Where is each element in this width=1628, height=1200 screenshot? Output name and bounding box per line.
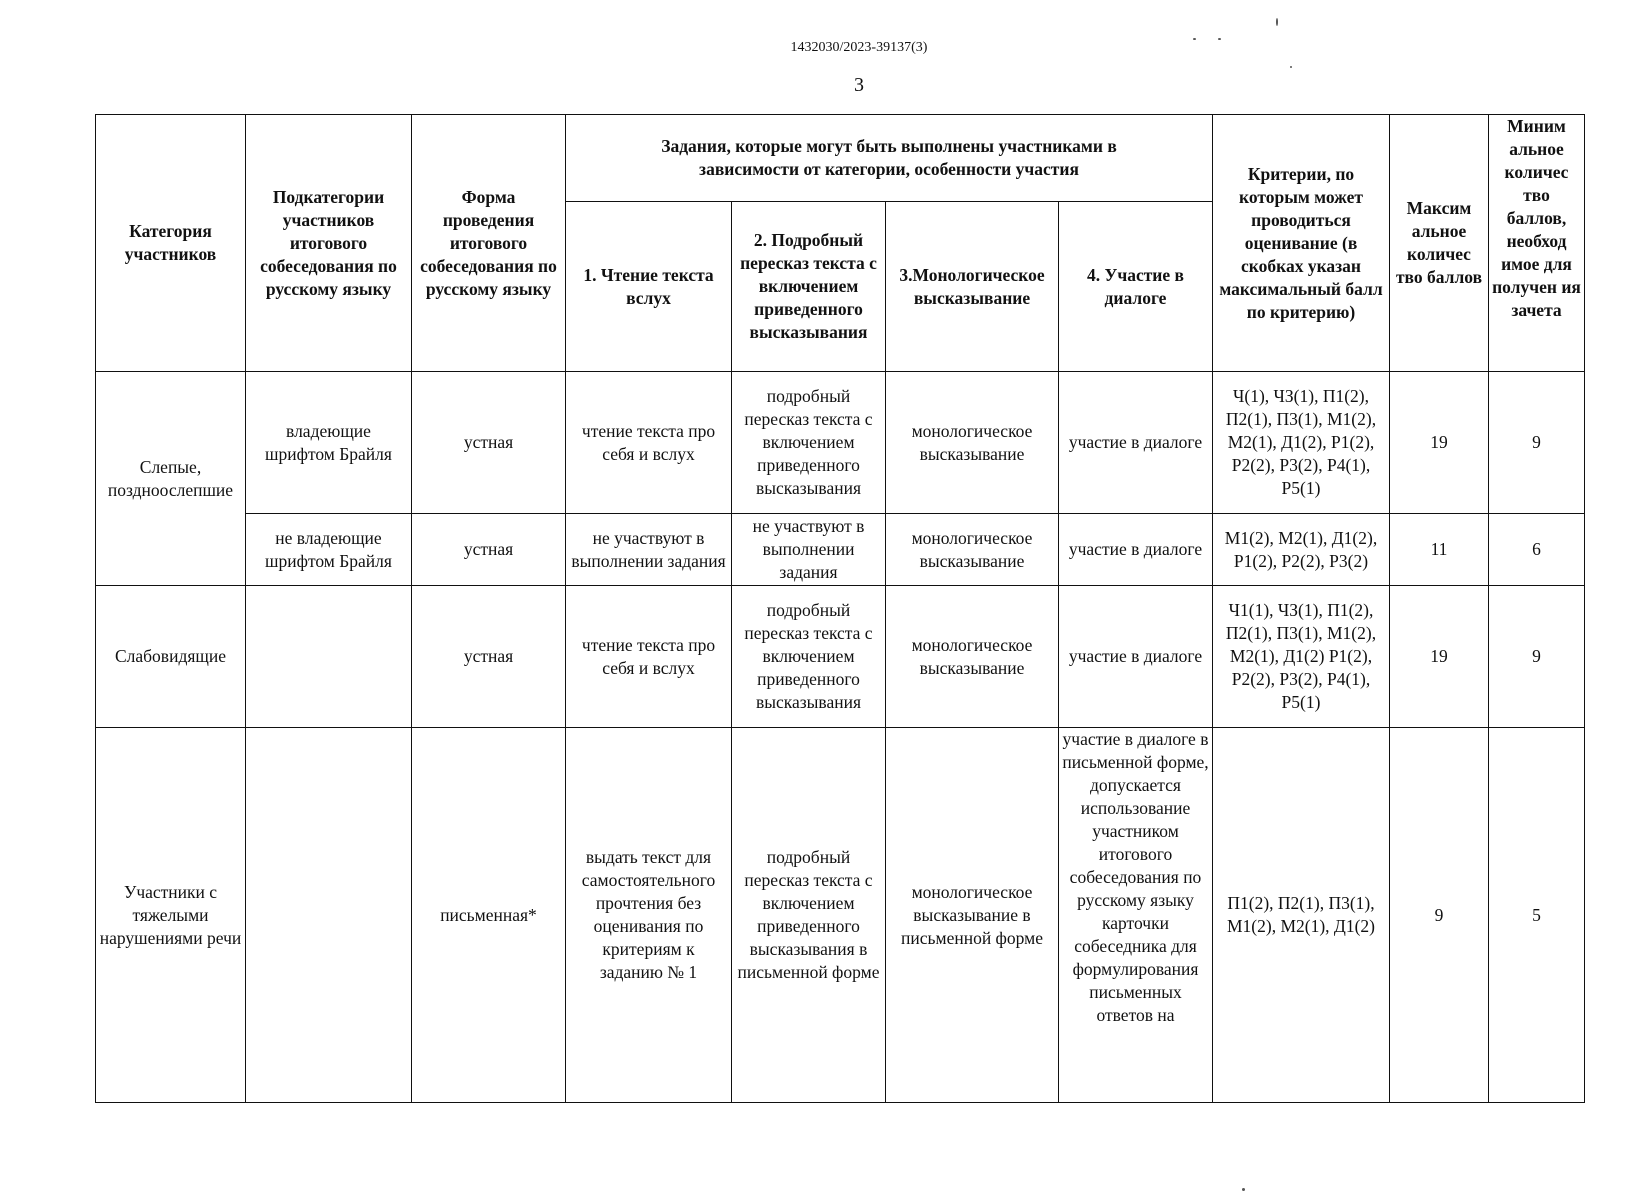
cell-task2: подробный пересказ текста с включением приведенного высказывания <box>732 586 886 728</box>
cell-criteria: П1(2), П2(1), П3(1), М1(2), М2(1), Д1(2) <box>1213 728 1390 1103</box>
header-subcategory: Подкатегории участников итогового собеседования по русскому языку <box>246 115 412 372</box>
table-row <box>96 372 1585 514</box>
cell-form: устная <box>412 372 566 514</box>
cell-form: письменная* <box>412 728 566 1103</box>
cell-subcategory: не владеющие шрифтом Брайля <box>246 514 412 586</box>
scan-speck <box>1290 66 1292 68</box>
header-min-score: Миним альное количес тво баллов, необход имое для получен ия зачета <box>1489 115 1585 372</box>
cell-category: Слабовидящие <box>96 586 246 728</box>
cell-category: Слепые, поздноослепшие <box>96 372 246 586</box>
document-number: 1432030/2023-39137(3) <box>790 40 928 55</box>
cell-form: устная <box>412 586 566 728</box>
cell-subcategory: владеющие шрифтом Брайля <box>246 372 412 514</box>
cell-category: Участники с тяжелыми нарушениями речи <box>96 728 246 1103</box>
participants-table <box>95 114 1585 1103</box>
cell-form: устная <box>412 514 566 586</box>
cell-task1: выдать текст для самостоятельного прочтения без оценивания по критериям к заданию № 1 <box>566 728 732 1103</box>
cell-task2: подробный пересказ текста с включением приведенного высказывания <box>732 372 886 514</box>
cell-criteria: Ч1(1), ЧЗ(1), П1(2), П2(1), П3(1), М1(2), М2(1), Д1(2) Р1(2), Р2(2), Р3(2), Р4(1), Р5(1) <box>1213 586 1390 728</box>
cell-task1: не участвуют в выполнении задания <box>566 514 732 586</box>
header-task4: 4. Участие в диалоге <box>1059 202 1213 372</box>
cell-task2: не участвуют в выполнении задания <box>732 514 886 586</box>
cell-task4: участие в диалоге в письменной форме, допускается использование участником итогового собеседования по русскому языку карточки собеседника для формулирования письменных ответов на <box>1059 728 1213 1103</box>
cell-task1: чтение текста про себя и вслух <box>566 586 732 728</box>
header-form: Форма проведения итогового собеседования по русскому языку <box>412 115 566 372</box>
cell-min-score: 5 <box>1489 728 1585 1103</box>
cell-task4: участие в диалоге <box>1059 514 1213 586</box>
cell-task1: чтение текста про себя и вслух <box>566 372 732 514</box>
table-row <box>96 586 1585 728</box>
cell-max-score: 9 <box>1390 728 1489 1103</box>
table-row <box>96 514 1585 586</box>
cell-min-score: 9 <box>1489 586 1585 728</box>
cell-task3: монологическое высказывание <box>886 372 1059 514</box>
scan-speck <box>1218 38 1221 40</box>
cell-max-score: 11 <box>1390 514 1489 586</box>
cell-min-score: 6 <box>1489 514 1585 586</box>
cell-task4: участие в диалоге <box>1059 586 1213 728</box>
header-task1: 1. Чтение текста вслух <box>566 202 732 372</box>
cell-task3: монологическое высказывание <box>886 586 1059 728</box>
scan-speck <box>1193 38 1196 40</box>
scan-speck <box>1242 1188 1245 1191</box>
cell-max-score: 19 <box>1390 586 1489 728</box>
header-criteria: Критерии, по которым может проводиться оценивание (в скобках указан максимальный балл по критерию) <box>1213 115 1390 372</box>
header-category: Категория участников <box>96 115 246 372</box>
cell-subcategory <box>246 586 412 728</box>
header-row-1 <box>96 115 1585 202</box>
header-task2: 2. Подробный пересказ текста с включением приведенного высказывания <box>732 202 886 372</box>
page-number: 3 <box>854 74 864 96</box>
cell-task4: участие в диалоге <box>1059 372 1213 514</box>
header-task3: 3.Монологическое высказывание <box>886 202 1059 372</box>
cell-task2: подробный пересказ текста с включением приведенного высказывания в письменной форме <box>732 728 886 1103</box>
header-max-score: Максим альное количес тво баллов <box>1390 115 1489 372</box>
cell-criteria: М1(2), М2(1), Д1(2), Р1(2), Р2(2), Р3(2) <box>1213 514 1390 586</box>
cell-criteria: Ч(1), ЧЗ(1), П1(2), П2(1), П3(1), М1(2), М2(1), Д1(2), Р1(2), Р2(2), Р3(2), Р4(1), Р5(1) <box>1213 372 1390 514</box>
cell-task3: монологическое высказывание в письменной форме <box>886 728 1059 1103</box>
cell-max-score: 19 <box>1390 372 1489 514</box>
cell-task3: монологическое высказывание <box>886 514 1059 586</box>
cell-min-score: 9 <box>1489 372 1585 514</box>
header-tasks-group: Задания, которые могут быть выполнены участниками в зависимости от категории, особенности участия <box>566 115 1213 202</box>
table-row <box>96 728 1585 1103</box>
scan-speck <box>1276 18 1278 26</box>
cell-subcategory <box>246 728 412 1103</box>
